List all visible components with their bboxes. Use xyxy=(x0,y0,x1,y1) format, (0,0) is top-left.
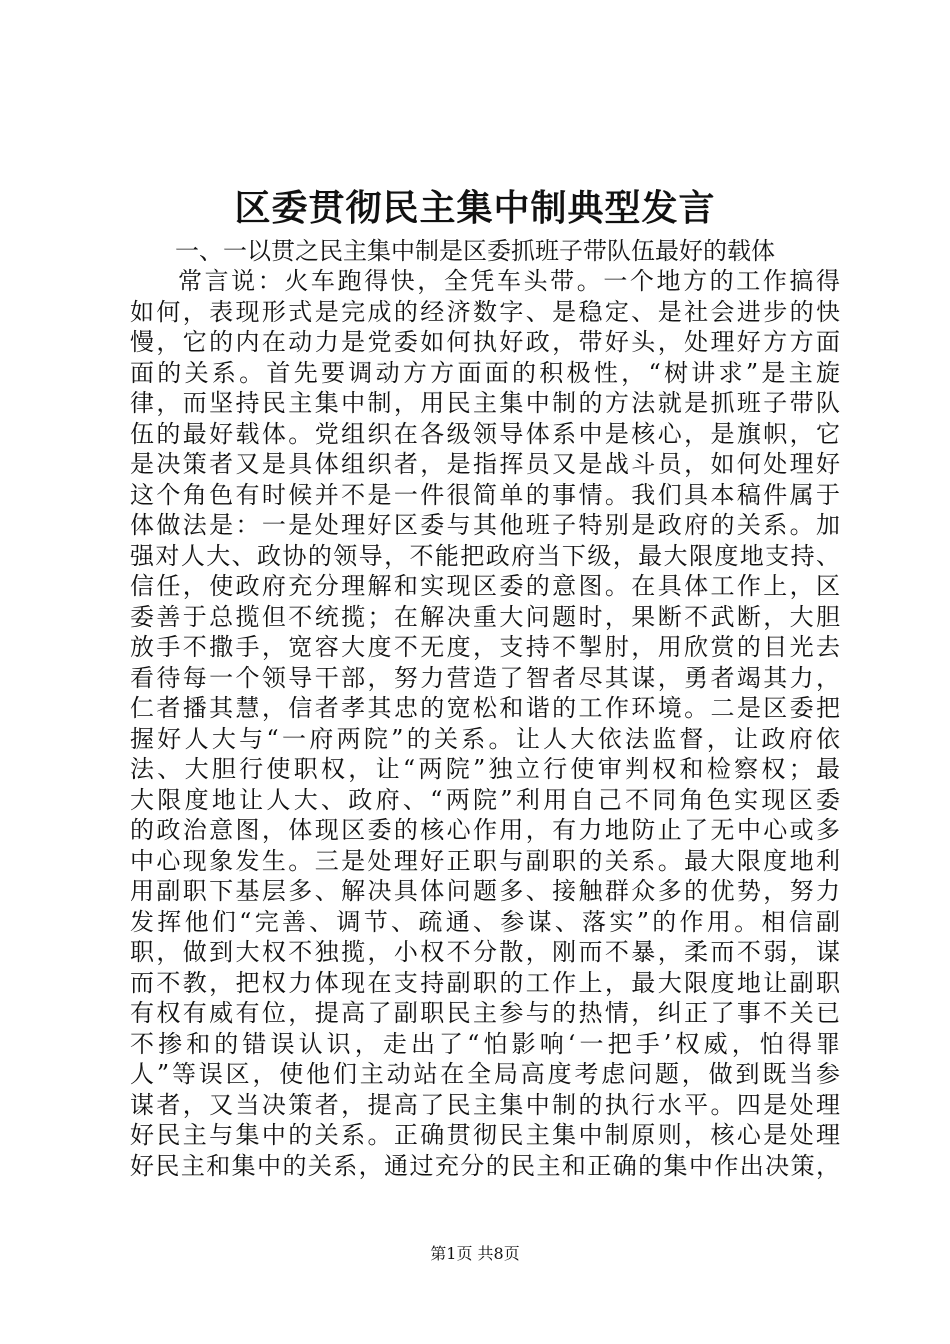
paragraph-line: 放手不撒手，宽容大度不无度，支持不掣肘，用欣赏的目光去 xyxy=(130,633,840,661)
paragraph-line: 常言说：火车跑得快，全凭车头带。一个地方的工作搞得 xyxy=(178,267,840,295)
paragraph-line: 面的关系。首先要调动方方面面的积极性，“树讲求”是主旋 xyxy=(130,358,840,387)
paragraph-line: 中心现象发生。三是处理好正职与副职的关系。最大限度地利 xyxy=(130,846,840,875)
paragraph-line: 法、大胆行使职权，让“两院”独立行使审判权和检察权；最 xyxy=(130,755,840,783)
paragraph-line: 这个角色有时候并不是一件很简单的事情。我们具本稿件属于 xyxy=(130,480,840,509)
paragraph-line: 伍的最好载体。党组织在各级领导体系中是核心，是旗帜，它 xyxy=(130,419,840,448)
paragraph-line: 的政治意图，体现区委的核心作用，有力地防止了无中心或多 xyxy=(130,816,840,844)
paragraph-line: 如何，表现形式是完成的经济数字、是稳定、是社会进步的快 xyxy=(130,297,840,326)
paragraph-line: 大限度地让人大、政府、“两院”利用自己不同角色实现区委 xyxy=(130,785,840,814)
paragraph-line: 用副职下基层多、解决具体问题多、接触群众多的优势，努力 xyxy=(130,877,840,905)
paragraph-line: 发挥他们“完善、调节、疏通、参谋、落实”的作用。相信副 xyxy=(130,907,840,936)
paragraph-line: 强对人大、政协的领导，不能把政府当下级，最大限度地支持、 xyxy=(130,541,840,570)
page-number-footer: 第1页 共8页 xyxy=(430,1244,520,1263)
paragraph-line: 信任，使政府充分理解和实现区委的意图。在具体工作上，区 xyxy=(130,572,840,600)
paragraph-line: 委善于总揽但不统揽；在解决重大问题时，果断不武断，大胆 xyxy=(130,602,840,631)
paragraph-line: 好民主与集中的关系。正确贯彻民主集中制原则，核心是处理 xyxy=(130,1121,840,1149)
document-title: 区委贯彻民主集中制典型发言 xyxy=(234,187,716,229)
paragraph-line: 体做法是：一是处理好区委与其他班子特别是政府的关系。加 xyxy=(130,511,840,539)
paragraph-line: 律，而坚持民主集中制，用民主集中制的方法就是抓班子带队 xyxy=(130,389,840,417)
paragraph-line: 是决策者又是具体组织者，是指挥员又是战斗员，如何处理好 xyxy=(130,450,840,478)
paragraph-line: 慢，它的内在动力是党委如何执好政，带好头，处理好方方面 xyxy=(130,328,840,356)
paragraph-line: 看待每一个领导干部，努力营造了智者尽其谋，勇者竭其力， xyxy=(130,663,840,692)
paragraph-line: 有权有威有位，提高了副职民主参与的热情，纠正了事不关已 xyxy=(130,999,840,1027)
section-heading: 一、一以贯之民主集中制是区委抓班子带队伍最好的载体 xyxy=(175,237,775,265)
paragraph-line: 不掺和的错误认识，走出了“怕影响‘一把手’权威，怕得罪 xyxy=(130,1029,840,1058)
paragraph-line: 而不教，把权力体现在支持副职的工作上，最大限度地让副职 xyxy=(130,968,840,997)
paragraph-line: 职，做到大权不独揽，小权不分散，刚而不暴，柔而不弱，谋 xyxy=(130,938,840,966)
paragraph-line: 好民主和集中的关系，通过充分的民主和正确的集中作出决策， xyxy=(130,1151,840,1180)
body-paragraph xyxy=(130,266,840,1181)
paragraph-line: 握好人大与“一府两院”的关系。让人大依法监督，让政府依 xyxy=(130,724,840,753)
paragraph-line: 谋者，又当决策者，提高了民主集中制的执行水平。四是处理 xyxy=(130,1090,840,1119)
paragraph-line: 仁者播其慧，信者孝其忠的宽松和谐的工作环境。二是区委把 xyxy=(130,694,840,722)
paragraph-line: 人”等误区，使他们主动站在全局高度考虑问题，做到既当参 xyxy=(130,1060,840,1088)
